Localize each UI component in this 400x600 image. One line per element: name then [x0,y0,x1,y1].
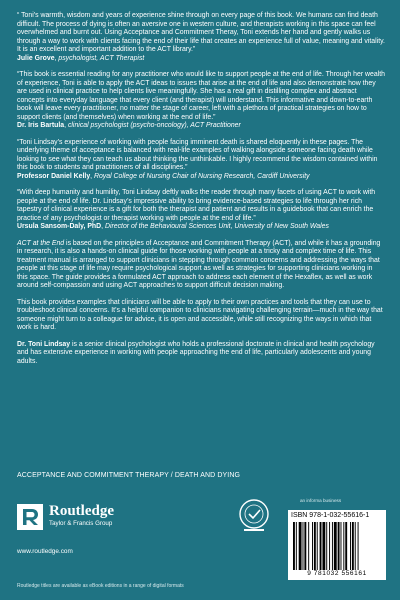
subject-categories: ACCEPTANCE AND COMMITMENT THERAPY / DEATH AND DYING [17,472,241,479]
endorser-role: Director of the Behavioural Sciences Unit, University of New South Wales [104,223,329,230]
endorsement-text: “With deep humanity and humility, Toni Lindsay deftly walks the reader through many facets of using ACT to work with people at the end of life. Dr. Lindsay’s impressive ability to bring evidence-based strategies to life through her rich tapestry of clinical experience is a gift for both the therapist and patient and results in a guidebook that can enrich the practice of any psychologist or therapist working with people at the end of life.” [17,189,376,222]
barcode-icon [291,522,383,570]
endorsement: “ Toni’s warmth, wisdom and years of experience shine through on every page of this book. We humans can find death difficult. The process of dying is often an aversive one in western culture, and therapists working in this space can feel overwhelmed and burnt out. Using Acceptance and Commitment Theray, Toni extends her hand and gently walks us through a way to work with clients facing the end of their life that creates an experience full of value, meaning and vitality. It is an excellent and important addition to the ACT library.” Julie Grove, psychologist, ACT Therapist [17,12,385,62]
back-cover-text [17,12,385,374]
endorser-role: psychologist, ACT Therapist [58,54,145,62]
endorsement: “Toni Lindsay’s experience of working with people facing imminent death is shared eloquently in these pages. The underlying theme of acceptance is balanced with real-life examples of walking alongside someone facing death while looking to see what they can teach us about thinking the unthinkable. I highly recommend the wisdom contained within this book to students and practitioners of all disciplines.” Professor Daniel Kelly, Royal College of Nursing Chair of Nursing Research, Cardiff University [17,139,385,182]
cover-footer [0,488,400,600]
endorser-role: clinical psychologist (psycho-oncology), ACT Practitioner [67,122,241,129]
publisher-group: Taylor & Francis Group [49,520,113,527]
informa-note: an informa business [300,498,342,503]
endorser-name: Julie Grove [17,54,55,62]
description-paragraph-1: is based on the principles of Acceptance and Commitment Therapy (ACT), and while it has a grounding in research, it is also a hands-on clinical guide for those working with people at a tricky and complex time of life. This treatment manual is arranged to support clinicians in stepping through common concerns and addressing the ways that people at this stage of life may require psychological support as well as strategies for supporting clinicians working in this space. The guide provides a formulated ACT approach to address each element of the Hexaflex, as well as work around self-compassion and using ACT approaches to support difficult decision making. [17,239,381,289]
routledge-mark-icon [17,504,43,530]
author-bio-text: is a senior clinical psychologist who holds a professional doctorate in clinical and health psychology and has extensive experience in working with people approaching the end of life, particularly adolescents and young adults. [17,340,375,365]
endorsement-text: “ Toni’s warmth, wisdom and years of experience shine through on every page of this book. We humans can find death difficult. The process of dying is often an aversive one in western culture, and therapists working in this space can feel overwhelmed and burnt out. Using Acceptance and Commitment Theray, Toni extends her hand and gently walks us through a way to work with clients facing the end of their life that creates an experience full of value, meaning and vitality. It is an excellent and important addition to the ACT library.” [17,12,385,53]
ebook-notice: Routledge titles are available as eBook editions in a range of digital formats [17,583,184,589]
endorser-name: Ursula Sansom-Daly, PhD [17,223,102,230]
publisher-url: www.routledge.com [17,548,73,555]
publisher-name: Routledge [49,503,114,519]
author-name: Dr. Toni Lindsay [17,340,71,348]
endorsement-text: “Toni Lindsay’s experience of working with people facing imminent death is shared eloquently in these pages. The underlying theme of acceptance is balanced with real-life examples of walking alongside someone facing death while looking to see what they can teach us about thinking the unthinkable. I highly recommend the wisdom contained within this book to students and practitioners of all disciplines.” [17,138,378,171]
endorsement: “With deep humanity and humility, Toni Lindsay deftly walks the reader through many facets of using ACT to work with people at the end of life. Dr. Lindsay’s impressive ability to bring evidence-based strategies to life through her rich tapestry of clinical experience is a gift for both the therapist and patient and results in a guidebook that can enrich the practice of any psychologist or therapist working with people at the end of life.” Ursula Sansom-Daly, PhD, Director of the Behavioural Sciences Unit, University of New South Wales [17,189,385,232]
author-bio [17,341,385,367]
endorser-name: Dr. Iris Bartula [17,122,65,129]
certified-seal-icon [238,498,270,534]
description-paragraph-2: This book provides examples that clinicians will be able to apply to their own practices and tools that they can use to troubleshoot clinical concerns. It’s a helpful companion to clinicians navigating challenging terrain—much in the way that someone might turn to a colleague for advice, it is open and accessible, while still recognizing the ways in which that work is hard. [17,298,383,331]
endorser-role: Royal College of Nursing Chair of Nursing Research, Cardiff University [94,172,310,180]
routledge-logo [17,500,177,540]
isbn-label: ISBN 978-1-032-55616-1 [291,512,370,519]
endorsement-text: “This book is essential reading for any practitioner who would like to support people at the end of life. Through her wealth of experience, Toni is able to apply the ACT ideas to issues that arise at the end of life and also demonstrate how they are used in clinical practice to help clients live meaningfully. She has a real gift in distilling complex and abstract concepts into everyday language that every client (and therapist) will understand. This informative and down-to-earth book will leave every practitioner, no matter the stage of career, left with a plethora of practical strategies on how to support clients (and themselves) when working at the end of life.” [17,71,385,121]
book-title: ACT at the End [17,239,65,247]
endorsement: “This book is essential reading for any practitioner who would like to support people at the end of life. Through her wealth of experience, Toni is able to apply the ACT ideas to issues that arise at the end of life and also demonstrate how they are used in clinical practice to help clients live meaningfully. She has a real gift in distilling complex and abstract concepts into everyday language that every client (and therapist) will understand. This informative and down-to-earth book will leave every practitioner, no matter the stage of career, left with a plethora of practical strategies on how to support clients (and themselves) when working at the end of life.” Dr. Iris Bartula, clinical psychologist (psycho-oncology), ACT Practitioner [17,71,385,129]
book-description [17,240,385,291]
endorser-name: Professor Daniel Kelly [17,172,91,180]
isbn-barcode [288,510,386,580]
barcode-digits: 9 781032 556161 [307,570,367,577]
